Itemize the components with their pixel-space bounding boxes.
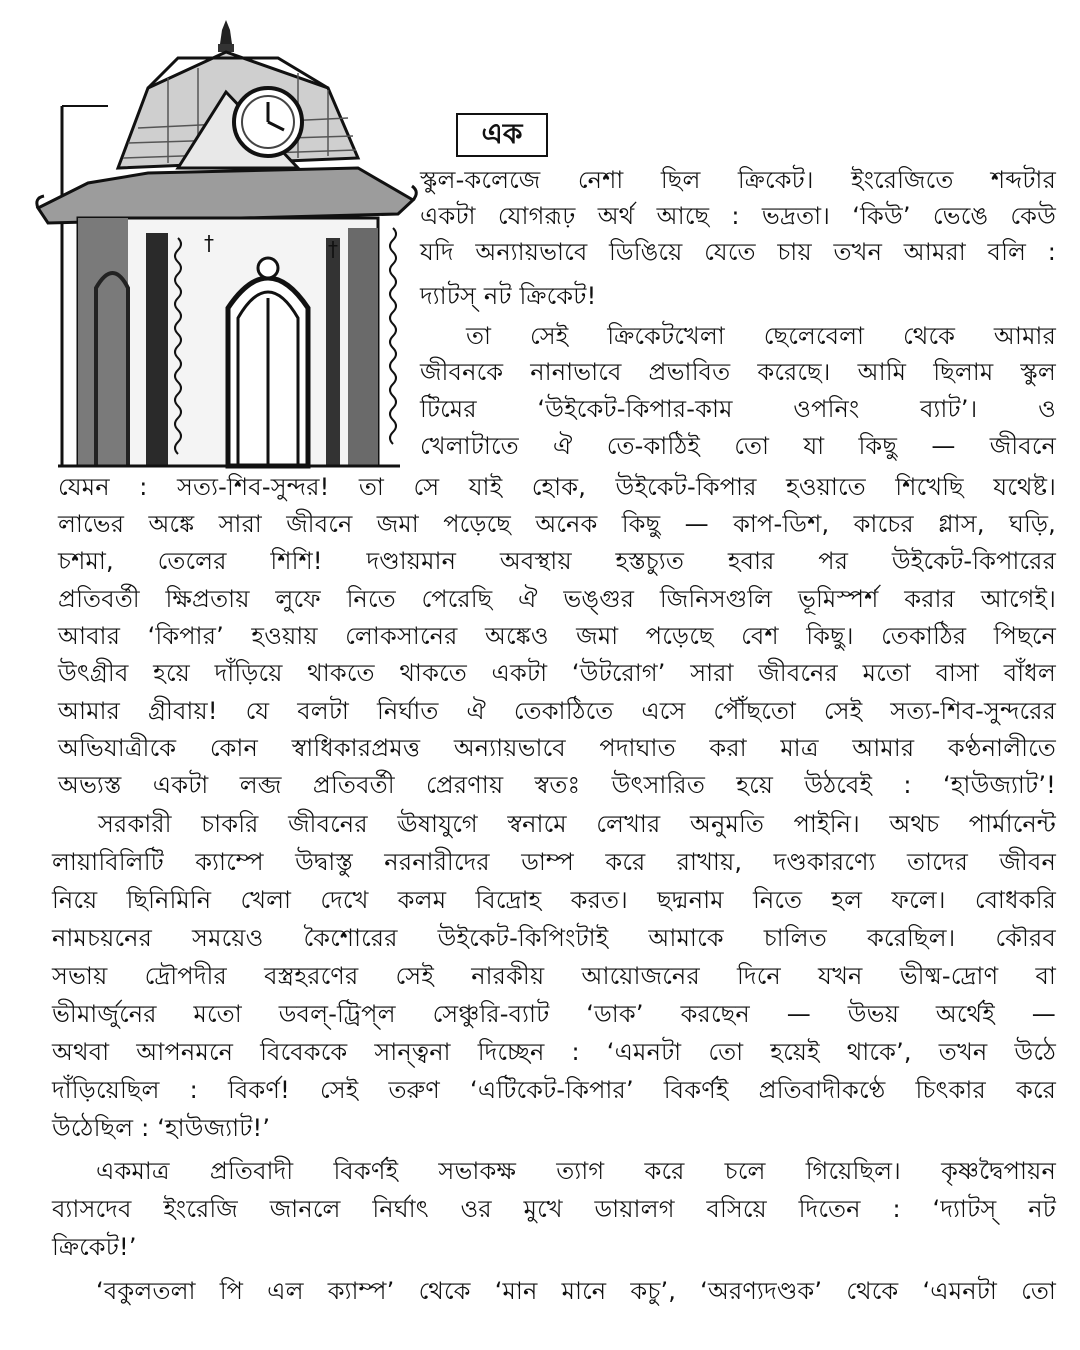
text-line: ভীমার্জুনের মতো ডবল্-ট্রিপ্‌ল সেঞ্চুরি-ব্যাট ‘ডাক’ করছেন — উভয় অর্থেই — [52,1000,1056,1028]
text-line: অভিযাত্রীকে কোন স্বাধিকারপ্রমত্ত অন্যায়ভাবে পদাঘাত করা মাত্র আমার কণ্ঠনালীতে [58,734,1056,762]
svg-text:†: † [328,237,338,261]
text-line: একমাত্র প্রতিবাদী বিকর্ণই সভাকক্ষ ত্যাগ করে চলে গিয়েছিল। কৃষ্ণদ্বৈপায়ন [96,1157,1056,1185]
text-line: টিমের ‘উইকেট-কিপার-কাম ওপনিং ব্যাট’। ও [420,395,1056,423]
text-line: প্রতিবর্তী ক্ষিপ্রতায় লুফে নিতে পেরেছি ঐ ভঙ্গুর জিনিসগুলি ভূমিস্পর্শ করার আগেই। [58,585,1056,613]
chapter-heading: এক [456,113,548,157]
text-line: দ্যাটস্ নট ক্রিকেট! [420,282,597,310]
text-line: নিয়ে ছিনিমিনি খেলা দেখে কলম বিদ্রোহ করত। ছদ্মনাম নিতে হল ফলে। বোধকরি [52,886,1056,914]
text-line: লায়াবিলিটি ক্যাম্পে উদ্বাস্তু নরনারীদের ডাম্প করে রাখায়, দণ্ডকারণ্যে তাদের জীবন [52,848,1056,876]
text-line: দাঁড়িয়েছিল : বিকর্ণ! সেই তরুণ ‘এটিকেট-কিপার’ বিকর্ণই প্রতিবাদীকণ্ঠে চিৎকার করে [52,1076,1056,1104]
text-line: সরকারী চাকরি জীবনের ঊষাযুগে স্বনামে লেখার অনুমতি পাইনি। অথচ পার্মানেন্ট [98,810,1056,838]
svg-text:†: † [204,231,214,255]
text-line: খেলাটাতে ঐ তে-কাঠিই তো যা কিছু — জীবনে [420,432,1056,460]
text-line: যেমন : সত্য-শিব-সুন্দর! তা সে যাই হোক, উইকেট-কিপার হওয়াতে শিখেছি যথেষ্ট। [58,473,1056,501]
text-line: ‘বকুলতলা পি এল ক্যাম্প’ থেকে ‘মান মানে কচু’, ‘অরণ্যদণ্ডক’ থেকে ‘এমনটা তো [96,1277,1056,1305]
text-line: একটা যোগরূঢ় অর্থ আছে : ভদ্রতা। ‘কিউ’ ভেঙে কেউ [420,202,1056,230]
text-line: চশমা, তেলের শিশি! দণ্ডায়মান অবস্থায় হস্তচ্যুত হবার পর উইকেট-কিপারের [58,547,1056,575]
text-line: আমার গ্রীবায়! যে বলটা নির্ঘাত ঐ তেকাঠিতে এসে পৌঁছতো সেই সত্য-শিব-সুন্দরের [58,697,1056,725]
text-line: নামচয়নের সময়েও কৈশোরের উইকেট-কিপিংটাই আমাকে চালিত করেছিল। কৌরব [52,924,1056,952]
text-line: আবার ‘কিপার’ হওয়ায় লোকসানের অঙ্কেও জমা পড়েছে বেশ কিছু। তেকাঠির পিছনে [58,622,1056,650]
text-line: উঠেছিল : ‘হাউজ্যাট!’ [52,1114,271,1142]
text-line: তা সেই ক্রিকেটখেলা ছেলেবেলা থেকে আমার [466,322,1056,350]
text-line: যদি অন্যায়ভাবে ডিঙিয়ে যেতে চায় তখন আমরা বলি : [420,238,1056,266]
text-line: উৎগ্রীব হয়ে দাঁড়িয়ে থাকতে থাকতে একটা ‘উটরোগ’ সারা জীবনের মতো বাসা বাঁধল [58,659,1056,687]
text-line: স্কুল-কলেজে নেশা ছিল ক্রিকেট। ইংরেজিতে শব্দটার [420,166,1056,194]
text-line: ক্রিকেট!’ [52,1233,137,1261]
text-line: অভ্যস্ত একটা লব্জ প্রতিবর্তী প্রেরণায় স্বতঃ উৎসারিত হয়ে উঠবেই : ‘হাউজ্যাট’! [58,771,1056,799]
text-line: সভায় দ্রৌপদীর বস্ত্রহরণের সেই নারকীয় আয়োজনের দিনে যখন ভীষ্ম-দ্রোণ বা [52,962,1056,990]
text-line: ব্যাসদেব ইংরেজি জানলে নির্ঘাৎ ওর মুখে ডায়ালগ বসিয়ে দিতেন : ‘দ্যাটস্ নট [52,1195,1056,1223]
text-line: অথবা আপনমনে বিবেককে সান্ত্বনা দিচ্ছেন : ‘এমনটা তো হয়েই থাকে’, তখন উঠে [52,1038,1056,1066]
text-line: জীবনকে নানাভাবে প্রভাবিত করেছে। আমি ছিলাম স্কুল [420,358,1056,386]
text-line: লাভের অঙ্কে সারা জীবনে জমা পড়েছে অনেক কিছু — কাপ-ডিশ, কাচের গ্লাস, ঘড়ি, [58,510,1056,538]
clock-tower-illustration [28,18,423,470]
